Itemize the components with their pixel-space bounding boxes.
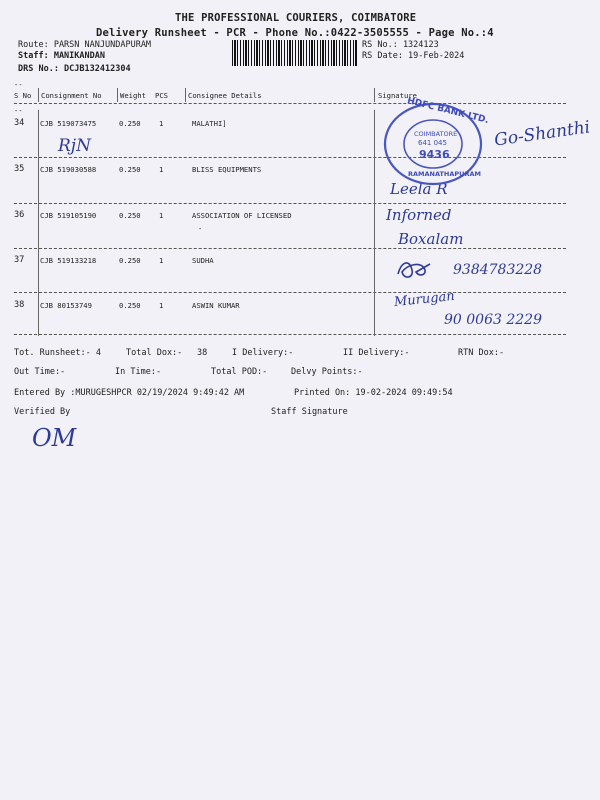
entered-by: Entered By :MURUGESHPCR 02/19/2024 9:49:42 AM	[14, 388, 245, 398]
printed-on: Printed On: 19-02-2024 09:49:54	[294, 388, 453, 398]
company-title: THE PROFESSIONAL COURIERS, COIMBATORE	[175, 12, 417, 24]
row-weight: 0.250	[119, 256, 141, 265]
handwritten-signature: Leela R	[390, 180, 448, 198]
row-sno: 35	[14, 164, 25, 174]
rs-date: RS Date: 19-Feb-2024	[362, 51, 465, 61]
bank-stamp	[382, 96, 490, 186]
col-signature: Signature	[378, 91, 417, 100]
row-pcs: 1	[159, 301, 164, 310]
in-time: In Time:-	[115, 367, 162, 377]
barcode	[232, 40, 358, 66]
verified-by: Verified By	[14, 407, 71, 417]
row-consignment: CJB 519073475	[40, 119, 97, 128]
verified-initials: OM	[32, 424, 77, 452]
i-delivery: I Delivery:-	[232, 348, 294, 358]
handwritten-signature: Go-Shanthi	[493, 117, 592, 151]
row-consignee: BLISS EQUIPMENTS	[192, 165, 262, 174]
handwritten-signature: Inforned	[386, 206, 452, 224]
row-sno: 38	[14, 300, 25, 310]
row-sno: 37	[14, 255, 25, 265]
stamp-top-text: HDFC BANK LTD.	[406, 96, 490, 126]
col-pcs: PCS	[155, 91, 168, 100]
row-consignee: SUDHA	[192, 256, 214, 265]
col-consignment: Consignment No	[41, 91, 102, 100]
delvy-points: Delvy Points:-	[291, 367, 363, 377]
row-weight: 0.250	[119, 119, 141, 128]
handwritten-phone: 90 0063 2229	[444, 312, 542, 328]
tot-runsheet: Tot. Runsheet:- 4	[14, 348, 101, 358]
row-note: -	[198, 224, 203, 233]
total-pod: Total POD:-	[211, 367, 268, 377]
ii-delivery: II Delivery:-	[343, 348, 410, 358]
stamp-code: 9436	[419, 148, 450, 161]
row-pcs: 1	[159, 211, 164, 220]
handwritten-phone: 9384783228	[453, 262, 543, 278]
row-pcs: 1	[159, 119, 164, 128]
row-weight: 0.250	[119, 211, 141, 220]
col-consignee: Consignee Details	[188, 91, 262, 100]
handwritten-initials: RjN	[58, 136, 91, 156]
row-consignment: CJB 80153749	[40, 301, 92, 310]
scribble-signature	[394, 256, 434, 282]
row-consignment: CJB 519133218	[40, 256, 97, 265]
row-consignment: CJB 519030588	[40, 165, 97, 174]
row-consignee: MALATHI]	[192, 119, 227, 128]
row-pcs: 1	[159, 256, 164, 265]
handwritten-name: Murugan	[393, 288, 456, 311]
col-weight: Weight	[120, 91, 146, 100]
row-weight: 0.250	[119, 165, 141, 174]
row-sno: 34	[14, 118, 25, 128]
stamp-pin: 641 045	[418, 139, 447, 147]
table-header	[14, 88, 566, 102]
col-sno: S No	[14, 91, 32, 100]
handwritten-signature: Boxalam	[398, 230, 464, 248]
stamp-bottom-text: RAMANATHAPURAM	[408, 170, 481, 178]
row-consignee: ASWIN KUMAR	[192, 301, 240, 310]
rtn-dox: RTN Dox:-	[458, 348, 505, 358]
staff-label: Staff: MANIKANDAN	[18, 51, 105, 61]
runsheet-title: Delivery Runsheet - PCR - Phone No.:0422-3505555 - Page No.:4	[96, 27, 494, 39]
row-weight: 0.250	[119, 301, 141, 310]
row-consignee: ASSOCIATION OF LICENSED	[192, 211, 292, 220]
stamp-city: COIMBATORE	[414, 130, 458, 138]
row-pcs: 1	[159, 165, 164, 174]
out-time: Out Time:-	[14, 367, 66, 377]
drs-number: DRS No.: DCJB132412304	[18, 64, 131, 74]
route-label: Route: PARSN NANJUNDAPURAM	[18, 40, 152, 50]
total-dox-value: 38	[197, 348, 208, 358]
total-dox-label: Total Dox:-	[126, 348, 183, 358]
row-consignment: CJB 519105190	[40, 211, 97, 220]
staff-signature-label: Staff Signature	[271, 407, 348, 417]
rs-number: RS No.: 1324123	[362, 40, 439, 50]
row-sno: 36	[14, 210, 25, 220]
